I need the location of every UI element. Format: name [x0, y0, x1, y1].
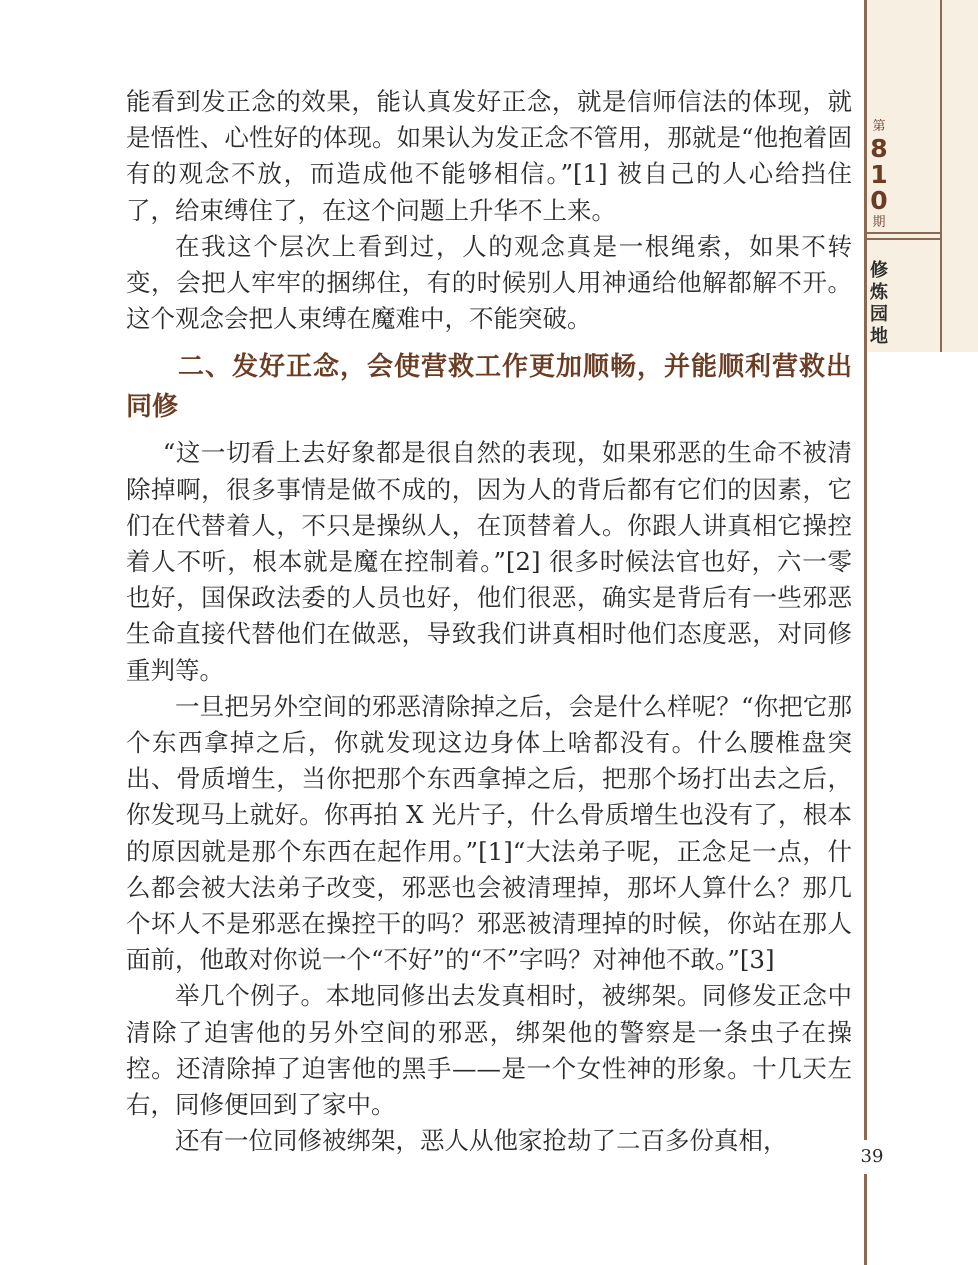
paragraph: 在我这个层次上看到过，人的观念真是一根绳索，如果不转变，会把人牢牢的捆绑住，有的时候别人用神通给他解都解不开。这个观念会把人束缚在魔难中，不能突破。 [126, 231, 852, 334]
paragraph: 还有一位同修被绑架，恶人从他家抢劫了二百多份真相， [175, 1126, 788, 1156]
issue-digit: 8 [870, 134, 888, 163]
column-char: 园 [870, 304, 888, 325]
article-body [126, 84, 852, 1159]
issue-prefix: 第 [872, 119, 886, 134]
column-char: 炼 [870, 282, 888, 303]
column-char: 地 [870, 326, 888, 347]
paragraph: 一旦把另外空间的邪恶清除掉之后，会是什么样呢？“你把它那个东西拿掉之后，你就发现这边身体上啥都没有。什么腰椎盘突出、骨质增生，当你把那个东西拿掉之后，把那个场打出去之后，你发现马上就好。你再拍 X 光片子，什么骨质增生也没有了，根本的原因就是那个东西在起作用。”[1]“大法弟子呢，正念足一点，什么都会被大法弟子改变，邪恶也会被清理掉，那坏人算什么？那几个坏人不是邪恶在操控干的吗？邪恶被清理掉的时候，你站在那人面前，他敢对你说一个“不好”的“不”字吗？对神他不敢。”[3] [126, 691, 852, 975]
issue-suffix: 期 [872, 215, 886, 230]
page-number: 39 [860, 1146, 884, 1167]
paragraph: “这一切看上去好象都是很自然的表现，如果邪恶的生命不被清除掉啊，很多事情是做不成的，因为人的背后都有它们的因素，它们在代替着人，不只是操纵人，在顶替着人。你跟人讲真相它操控着人不听，根本就是魔在控制着。”[2] 很多时候法官也好，六一零也好，国保政法委的人员也好，他们很恶，确实是背后有一些邪恶生命直接代替他们在做恶，导致我们讲真相时他们态度恶，对同修重判等。 [126, 438, 852, 685]
sidebar-divider-bottom [866, 238, 942, 240]
section-heading: 二、发好正念，会使营救工作更加顺畅，并能顺利营救出同修 [126, 352, 852, 423]
sidebar-divider-top [866, 232, 942, 234]
column-char: 修 [870, 260, 888, 281]
column-title [866, 260, 892, 348]
issue-label [866, 118, 892, 232]
paragraph: 能看到发正念的效果，能认真发好正念，就是信师信法的体现，就是悟性、心性好的体现。如果认为发正念不管用，那就是“他抱着固有的观念不放，而造成他不能够相信。”[1] 被自己的人心给挡住了，给束缚住了，在这个问题上升华不上来。 [126, 87, 852, 225]
sidebar-edge-rule [940, 0, 942, 352]
paragraph: 举几个例子。本地同修出去发真相时，被绑架。同修发正念中清除了迫害他的另外空间的邪恶，绑架他的警察是一条虫子在操控。还清除掉了迫害他的黑手——是一个女性神的形象。十几天左右，同修便回到了家中。 [126, 981, 852, 1120]
issue-digit: 0 [870, 186, 888, 215]
issue-digit: 1 [870, 160, 888, 189]
